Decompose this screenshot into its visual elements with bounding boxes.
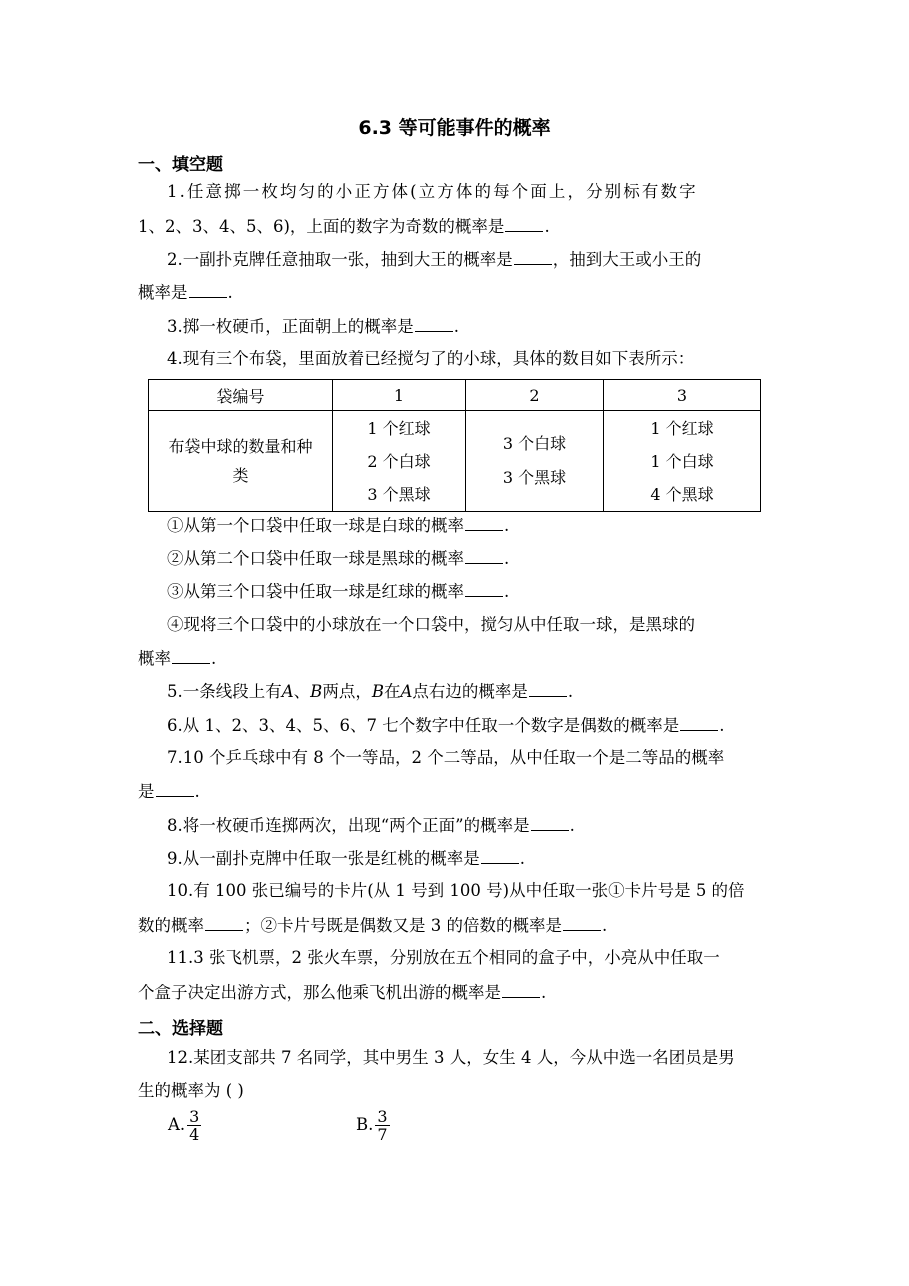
q11-line2: 个盒子决定出游方式，那么他乘飞机出游的概率是 . [138, 983, 547, 1002]
q5-line: 5.一条线段上有A、B两点，B在A点右边的概率是 . [167, 682, 574, 701]
q9-line: 9.从一副扑克牌中任取一张是红桃的概率是 . [167, 849, 525, 868]
q8-line: 8.将一枚硬币连掷两次，出现“两个正面”的概率是 . [167, 816, 575, 835]
answer-blank[interactable] [205, 914, 243, 931]
table-header-cell: 袋编号 [149, 380, 333, 411]
answer-blank[interactable] [465, 547, 503, 564]
table-row [149, 411, 761, 512]
q1-line1: 1.任意掷一枚均匀的小正方体(立方体的每个面上，分别标有数字 [167, 182, 698, 201]
q4-sub2: ②从第二个口袋中任取一球是黑球的概率 . [167, 549, 510, 568]
table-cell-bag3: 1 个红球 1 个白球 4 个黑球 [604, 411, 761, 512]
fraction: $\frac{3}{4}$ [189, 1107, 200, 1144]
option-a[interactable]: A. $\frac{3}{4}$ [168, 1107, 200, 1144]
table-cell-bag1: 1 个红球 2 个白球 3 个黑球 [333, 411, 466, 512]
q4-intro: 4.现有三个布袋，里面放着已经搅匀了的小球，具体的数目如下表所示： [167, 349, 695, 368]
answer-blank[interactable] [415, 315, 453, 332]
q4-sub4-line1: ④现将三个口袋中的小球放在一个口袋中，搅匀从中任取一球，是黑球的 [167, 615, 695, 634]
answer-blank[interactable] [529, 680, 567, 697]
answer-blank[interactable] [531, 814, 569, 831]
answer-blank[interactable] [514, 248, 552, 265]
page-title: 6.3 等可能事件的概率 [358, 117, 551, 139]
q7-line2: 是 . [138, 782, 200, 801]
fraction: $\frac{3}{7}$ [377, 1107, 388, 1144]
table-header-cell: 2 [466, 380, 604, 411]
bag-table [148, 379, 761, 512]
q3-line: 3.掷一枚硬币，正面朝上的概率是 . [167, 317, 459, 336]
answer-blank[interactable] [156, 780, 194, 797]
answer-blank[interactable] [172, 647, 210, 664]
q4-sub1: ①从第一个口袋中任取一球是白球的概率 . [167, 516, 510, 535]
table-header-row [149, 380, 761, 411]
q11-line1: 11.3 张飞机票，2 张火车票，分别放在五个相同的盒子中，小亮从中任取一 [167, 948, 720, 967]
answer-blank[interactable] [563, 914, 601, 931]
table-cell-bag2: 3 个白球 3 个黑球 [466, 411, 604, 512]
q4-sub4-line2: 概率 . [138, 649, 217, 668]
option-b[interactable]: B. $\frac{3}{7}$ [356, 1107, 388, 1144]
table-header-cell: 1 [333, 380, 466, 411]
q6-line: 6.从 1、2、3、4、5、6、7 七个数字中任取一个数字是偶数的概率是 . [167, 716, 725, 735]
answer-blank[interactable] [465, 514, 503, 531]
section-fill-in-heading: 一、填空题 [138, 155, 223, 175]
q10-line1: 10.有 100 张已编号的卡片(从 1 号到 100 号)从中任取一张①卡片号是 5 的倍 [167, 881, 745, 900]
answer-blank[interactable] [680, 714, 718, 731]
q12-line2: 生的概率为 ( ) [138, 1081, 244, 1100]
answer-blank[interactable] [465, 580, 503, 597]
q2-line2: 概率是 . [138, 283, 233, 302]
table-row-label: 布袋中球的数量和种 类 [149, 411, 333, 512]
q10-line2: 数的概率 ；②卡片号既是偶数又是 3 的倍数的概率是 . [138, 916, 608, 935]
table-header-cell: 3 [604, 380, 761, 411]
answer-blank[interactable] [502, 981, 540, 998]
answer-blank[interactable] [481, 847, 519, 864]
section-choice-heading: 二、选择题 [138, 1019, 223, 1039]
q4-sub3: ③从第三个口袋中任取一球是红球的概率 . [167, 582, 510, 601]
q7-line1: 7.10 个乒乓球中有 8 个一等品，2 个二等品，从中任取一个是二等品的概率 [167, 748, 725, 767]
q12-line1: 12.某团支部共 7 名同学，其中男生 3 人，女生 4 人，今从中选一名团员是男 [167, 1048, 735, 1067]
answer-blank[interactable] [189, 281, 227, 298]
q1-line2: 1、2、3、4、5、6)，上面的数字为奇数的概率是 . [138, 217, 550, 236]
q2-line1: 2.一副扑克牌任意抽取一张，抽到大王的概率是 ，抽到大王或小王的 [167, 250, 702, 269]
answer-blank[interactable] [505, 215, 543, 232]
